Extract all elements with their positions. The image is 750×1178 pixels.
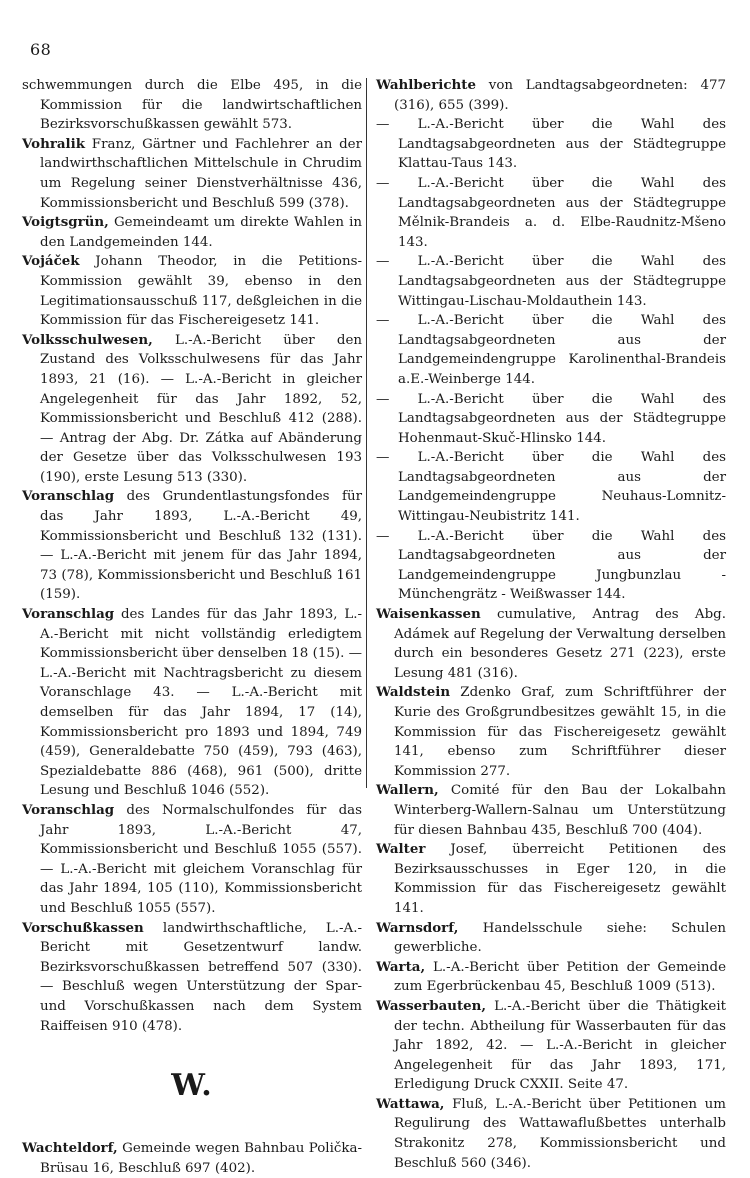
entry-head: Vohralik (22, 135, 86, 152)
sub-entry: — L.-A.-Bericht über die Wahl des Landtagsabgeordneten aus der Landgemeindengruppe Jungbunzlau - Münchengrätz - Weißwasser 144. (376, 528, 726, 603)
entry-text: landwirthschaftliche, L.-A.-Bericht mit Gesetzentwurf landw. Bezirksvorschußkassen betreffend 507 (330). — Beschluß wegen Unterstützung der Spar- und Vorschußkassen nach dem System Raiffeisen 910 (478). (40, 920, 362, 1034)
index-entry (376, 781, 726, 840)
entry-head: Vojáček (22, 253, 80, 270)
entry-head: Waisenkassen (376, 606, 481, 623)
sub-entry: — L.-A.-Bericht über die Wahl des Landtagsabgeordneten aus der Städtegruppe Mělnik-Brandeis a. d. Elbe-Raudnitz-Mšeno 143. (376, 175, 726, 250)
index-entry (376, 958, 726, 997)
sub-entry: — L.-A.-Bericht über die Wahl des Landtagsabgeordneten aus der Städtegruppe Klattau-Taus 143. (376, 117, 726, 172)
index-entry (22, 801, 362, 919)
index-entry (22, 76, 362, 135)
entry-text: des Grundentlastungsfondes für das Jahr 1893, L.-A.-Bericht 49, Kommissionsbericht und Beschluß 132 (131). — L.-A.-Bericht mit jenem für das Jahr 1894, 73 (78), Kommissionsbericht und Beschluß 161 (159). (40, 489, 362, 603)
entry-head: Waldstein (376, 684, 451, 701)
index-entry (22, 1139, 362, 1178)
index-entry (22, 605, 362, 801)
entry-text: Handelsschule siehe: Schulen gewerbliche. (394, 920, 726, 956)
entry-text: Josef, überreicht Petitionen des Bezirksausschusses in Eger 120, in die Kommission für das Fischereigesetz gewählt 141. (394, 842, 726, 916)
entry-head: Volksschulwesen, (22, 331, 153, 348)
index-entry (22, 919, 362, 1037)
index-entry (376, 997, 726, 1095)
index-entry (22, 331, 362, 488)
sub-entry: — L.-A.-Bericht über die Wahl des Landtagsabgeordneten aus der Städtegruppe Wittingau-Lischau-Moldauthein 143. (376, 254, 726, 309)
entry-text: L.-A.-Bericht über den Zustand des Volksschulwesens für das Jahr 1893, 21 (16). — L.-A.-Bericht in gleicher Angelegenheit für das Jahr 1892, 52, Kommissionsbericht und Beschluß 412 (288). — Antrag der Abg. Dr. Zátka auf Abänderung der Gesetze über das Volksschulwesen 193 (190), erste Lesung 513 (330). (40, 332, 363, 485)
entry-text: Gemeinde wegen Bahnbau Polička-Brüsau 16, Beschluß 697 (402). (40, 1141, 362, 1176)
entry-head: Wahlberichte (376, 77, 476, 93)
entry-head: Voranschlag (22, 606, 115, 623)
index-entry (22, 213, 362, 252)
entry-head: Wallern, (376, 782, 439, 799)
entry-text: des Landes für das Jahr 1893, L.-A.-Bericht mit nicht vollständig erledigtem Kommissionsbericht über denselben 18 (15). — L.-A.-Bericht mit Nachtragsbericht zu diesem Voranschlage 43. — L.-A.-Bericht mit demselben für das Jahr 1894, 17 (14), Kommissionsbericht pro 1893 und 1894, 749 (459), Generaldebatte 750 (459), 793 (463), Spezialdebatte 886 (468), 961 (500), dritte Lesung und Beschluß 1046 (552). (40, 607, 362, 799)
index-entry (376, 1095, 726, 1173)
right-column (376, 76, 726, 1173)
entry-head: Voranschlag (22, 801, 115, 818)
sub-entry: — L.-A.-Bericht über die Wahl des Landtagsabgeordneten aus der Städtegruppe Hohenmaut-Skuč-Hlinsko 144. (376, 391, 726, 446)
entry-head: Voigtsgrün, (22, 214, 109, 231)
entry-text: von Landtagsabgeordneten: 477 (316), 655 (399). (394, 78, 726, 113)
sub-entry: — L.-A.-Bericht über die Wahl des Landtagsabgeordneten aus der Landgemeindengruppe Neuhaus-Lomnitz-Wittingau-Neubistritz 141. (376, 450, 726, 525)
entry-head: Voranschlag (22, 488, 115, 505)
index-entry (22, 135, 362, 213)
entry-head: Wasserbauten, (376, 997, 487, 1014)
section-letter: W. (171, 1068, 213, 1104)
entry-text: Johann Theodor, in die Petitions-Kommission gewählt 39, ebenso in den Legitimationsausschuß 117, deßgleichen in die Kommission für das Fischereigesetz 141. (40, 254, 362, 329)
index-entry (376, 919, 726, 958)
index-entry (376, 840, 726, 918)
left-column (22, 76, 362, 1178)
entry-head: Warnsdorf, (376, 919, 459, 936)
index-entry (376, 76, 726, 115)
entry-text: Franz, Gärtner und Fachlehrer an der landwirthschaftlichen Mittelschule in Chrudim um Regelung seiner Dienstverhältnisse 436, Kommissionsbericht und Beschluß 599 (378). (40, 136, 362, 211)
index-entry (376, 605, 726, 683)
sub-entry: — L.-A.-Bericht über die Wahl des Landtagsabgeordneten aus der Landgemeindengruppe Karolinenthal-Brandeis a.E.-Weinberge 144. (376, 313, 726, 387)
column-divider (366, 78, 367, 788)
page-number: 68 (30, 40, 52, 59)
entry-text: Fluß, L.-A.-Bericht über Petitionen um Regulirung des Wattawaflußbettes unterhalb Strakonitz 278, Kommissionsbericht und Beschluß 560 (346). (394, 1096, 726, 1171)
entry-head: Wattawa, (376, 1095, 445, 1112)
entry-text: L.-A.-Bericht über die Thätigkeit der techn. Abtheilung für Wasserbauten für das Jahr 1892, 42. — L.-A.-Bericht in gleicher Angelegenheit für das Jahr 1893, 171, Erledigung Druck CXXII. Seite 47. (394, 998, 726, 1093)
entry-head: Wachteldorf, (22, 1140, 118, 1157)
entry-text: cumulative, Antrag des Abg. Adámek auf Regelung der Verwaltung derselben durch ein besonderes Gesetz 271 (223), erste Lesung 481 (316). (394, 607, 726, 681)
entry-text: Zdenko Graf, zum Schriftführer der Kurie des Großgrundbesitzes gewählt 15, in die Kommission für das Fischereigesetz gewählt 141, ebenso zum Schriftführer dieser Kommission 277. (394, 685, 726, 779)
index-entry (22, 252, 362, 330)
entry-head: Vorschußkassen (22, 919, 144, 936)
entry-text: des Normalschulfondes für das Jahr 1893, L.-A.-Bericht 47, Kommissionsbericht und Beschluß 1055 (557). — L.-A.-Bericht mit gleichem Voranschlag für das Jahr 1894, 105 (110), Kommissionsbericht und Beschluß 1055 (557). (40, 802, 362, 916)
entry-text: Gemeindeamt um direkte Wahlen in den Landgemeinden 144. (40, 215, 362, 250)
entry-text: L.-A.-Bericht über Petition der Gemeinde zum Egerbrückenbau 45, Beschluß 1009 (513). (394, 959, 726, 995)
entry-text: Comité für den Bau der Lokalbahn Winterberg-Wallern-Salnau um Unterstützung für diesen Bahnbau 435, Beschluß 700 (404). (394, 783, 726, 838)
entry-text: schwemmungen durch die Elbe 495, in die Kommission für die landwirtschaftlichen Bezirksvorschußkassen gewählt 573. (22, 78, 362, 133)
index-entry (22, 487, 362, 605)
entry-head: Warta, (376, 958, 426, 975)
entry-head: Walter (376, 841, 426, 858)
index-entry (376, 683, 726, 781)
